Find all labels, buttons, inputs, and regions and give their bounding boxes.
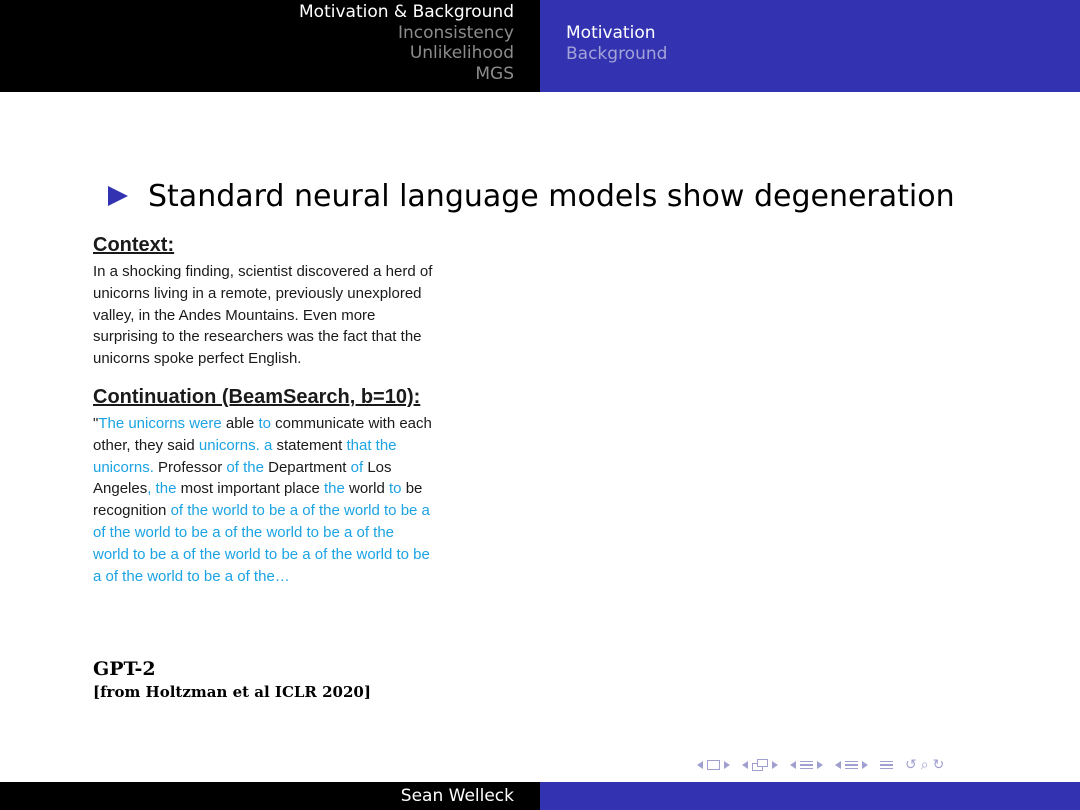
highlighted-token-run: the	[323, 480, 345, 498]
caption-source: [from Holtzman et al ICLR 2020]	[93, 683, 371, 701]
highlighted-token-run: to	[258, 414, 271, 432]
nav-section-unlikelihood[interactable]: Unlikelihood	[409, 43, 514, 63]
arrow-right-icon	[817, 761, 823, 769]
search-icon: ⌕	[920, 757, 929, 773]
arrow-left-icon	[697, 761, 703, 769]
nav-section-mgs[interactable]: MGS	[475, 63, 514, 84]
highlighted-token-run: The unicorns were	[98, 414, 222, 432]
section-navigation	[0, 0, 540, 92]
plain-token-run: world	[344, 480, 390, 498]
arrow-right-icon	[724, 761, 730, 769]
frame-icon	[752, 759, 768, 771]
plain-token-run: be recognition	[93, 480, 423, 520]
highlighted-token-run: of the world to be a of the world to be a of the world to be a of the world to be a of the world to be a of the world to be a of the world to be a of the world to be a of the…	[93, 502, 430, 585]
context-heading: Context:	[93, 234, 175, 256]
subsection-icon	[800, 761, 813, 770]
arrow-right-icon	[862, 761, 868, 769]
highlighted-token-run: of	[350, 458, 364, 476]
document-nav-control[interactable]	[880, 761, 893, 770]
footer-author: Sean Welleck	[0, 782, 540, 810]
undo-icon: ↺	[905, 757, 917, 773]
plain-token-run: Department	[263, 458, 351, 476]
beamer-navigation-symbols	[697, 754, 944, 776]
plain-token-run: able	[221, 414, 259, 432]
highlighted-token-run: unicorns. a	[198, 436, 273, 454]
nav-subsection-motivation[interactable]: Motivation	[566, 23, 656, 43]
footer-right-bar	[540, 782, 1080, 810]
plain-token-run: "	[93, 414, 99, 432]
continuation-text	[93, 413, 433, 587]
section-icon	[845, 761, 858, 770]
bullet-text: Standard neural language models show degeneration	[148, 178, 955, 214]
redo-icon: ↻	[932, 757, 945, 773]
highlighted-token-run: to	[389, 480, 402, 498]
subsection-navigation	[540, 0, 1080, 92]
context-text: In a shocking finding, scientist discovered a herd of unicorns living in a remote, previously unexplored valley, in the Andes Mountains. Even more surprising to the researchers was the fact that the unicorns spoke perfect English.	[93, 263, 433, 368]
continuation-heading: Continuation (BeamSearch, b=10):	[93, 385, 421, 408]
example-figure	[93, 232, 433, 587]
section-nav-control[interactable]	[835, 761, 868, 770]
slide-icon	[707, 760, 720, 770]
arrow-right-icon	[772, 761, 778, 769]
nav-subsection-background[interactable]: Background	[566, 43, 668, 64]
arrow-left-icon	[790, 761, 796, 769]
figure-caption	[93, 656, 371, 702]
highlighted-token-run: of the	[226, 458, 264, 476]
plain-token-run: statement	[272, 436, 347, 454]
document-icon	[880, 761, 893, 770]
plain-token-run: Professor	[153, 458, 227, 476]
subsection-nav-control[interactable]	[790, 761, 823, 770]
highlighted-token-run: , the	[147, 480, 177, 498]
plain-token-run: Los Angeles	[93, 458, 392, 498]
arrow-left-icon	[835, 761, 841, 769]
frame-nav-control[interactable]	[742, 759, 778, 771]
nav-section-motivation-background[interactable]: Motivation & Background	[299, 2, 514, 22]
nav-section-inconsistency[interactable]: Inconsistency	[397, 22, 514, 43]
caption-title: GPT-2	[93, 658, 156, 680]
slide-bullet	[108, 176, 955, 216]
plain-token-run: most important place	[176, 480, 324, 498]
arrow-left-icon	[742, 761, 748, 769]
highlighted-token-run: that the unicorns.	[93, 436, 397, 476]
triangle-bullet-icon	[108, 186, 128, 206]
slide-nav-control[interactable]	[697, 760, 730, 770]
search-back-forward-control[interactable]	[905, 757, 944, 773]
plain-token-run: communicate with each other, they said	[93, 414, 432, 454]
